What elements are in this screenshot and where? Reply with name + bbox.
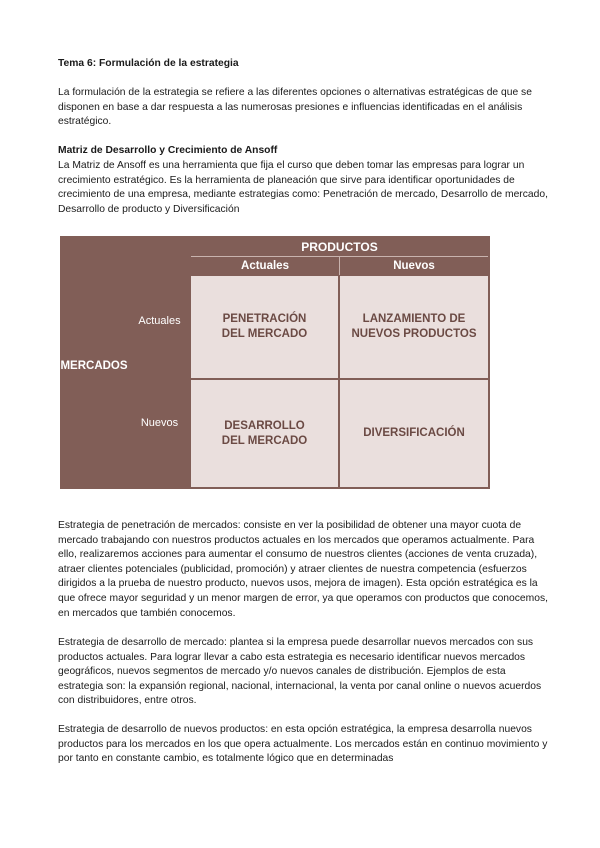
cell-desarrollo-text: DESARROLLO DEL MERCADO <box>221 419 308 447</box>
ansoff-matrix <box>60 236 490 489</box>
markets-label: MERCADOS <box>60 360 128 372</box>
cell-desarrollo <box>191 380 338 487</box>
paragraph-desarrollo-productos: Estrategia de desarrollo de nuevos productos: en esta opción estratégica, la empresa desarrolla nuevos productos para los mercados en los que opera actualmente. Los mercados están en continuo movimiento y por tanto en constante cambio, es totalmente lógico que en determinadas <box>58 724 548 765</box>
cell-diversificacion-text: DIVERSIFICACIÓN <box>363 427 465 439</box>
intro-paragraph: La formulación de la estrategia se refiere a las diferentes opciones o alternativas estratégicas de que se disponen en base a dar respuesta a las numerosas presiones e influencias identificadas en el análisis estratégico. <box>58 87 532 128</box>
cell-lanzamiento <box>340 276 488 378</box>
col-divider <box>339 257 340 275</box>
section-body: La Matriz de Ansoff es una herramienta que fija el curso que deben tomar las empresas para lograr un crecimiento estratégico. Es la herramienta de planeación que sirve para identificar oportunidades de crecimiento de una empresa, mediante estrategias como: Penetración de mercado, Desarrollo de mercado, Desarrollo de producto y Diversificación <box>58 160 548 215</box>
cell-diversificacion <box>340 380 488 487</box>
cell-penetracion-text: PENETRACIÓN DEL MERCADO <box>221 313 308 340</box>
section-title: Matriz de Desarrollo y Crecimiento de Ansoff <box>58 145 278 156</box>
paragraph-penetracion: Estrategia de penetración de mercados: consiste en ver la posibilidad de obtener una mayor cuota de mercado trabajando con nuestros productos actuales en los mercados que operamos actualmente. Para ello, realizaremos acciones para aumentar el consumo de nuestros clientes (acciones de venta cruzada), atraer clientes potenciales (publicidad, promoción) y atraer clientes de nuestra competencia (esfuerzos dirigidos a la prueba de nuestro producto, nuevos usos, mejora de imagen). Esta opción estratégica es la que ofrece mayor seguridad y un menor margen de error, ya que operamos con productos que conocemos, en mercados que también conocemos. <box>58 520 548 619</box>
row-header-actuales: Actuales <box>138 315 181 327</box>
paragraph-desarrollo-mercado: Estrategia de desarrollo de mercado: plantea si la empresa puede desarrollar nuevos mercados con sus productos actuales. Para lograr llevar a cabo esta estrategia es necesario identificar nuevos mercados geográficos, nuevos segmentos de mercado y/o nuevos canales de distribución. Ejemplos de esta estrategia son: la expansión regional, nacional, internacional, la venta por canal online o nuevos acuerdos con distribuidores, entre otros. <box>58 637 542 707</box>
col-header-actuales: Actuales <box>241 260 289 272</box>
page-heading: Tema 6: Formulación de la estrategia <box>58 58 239 69</box>
col-header-nuevos: Nuevos <box>393 260 435 272</box>
products-header: PRODUCTOS <box>301 240 378 254</box>
cell-lanzamiento-text: LANZAMIENTO DE NUEVOS PRODUCTOS <box>351 313 477 340</box>
row-header-nuevos: Nuevos <box>140 417 179 429</box>
cell-penetracion <box>191 276 338 378</box>
